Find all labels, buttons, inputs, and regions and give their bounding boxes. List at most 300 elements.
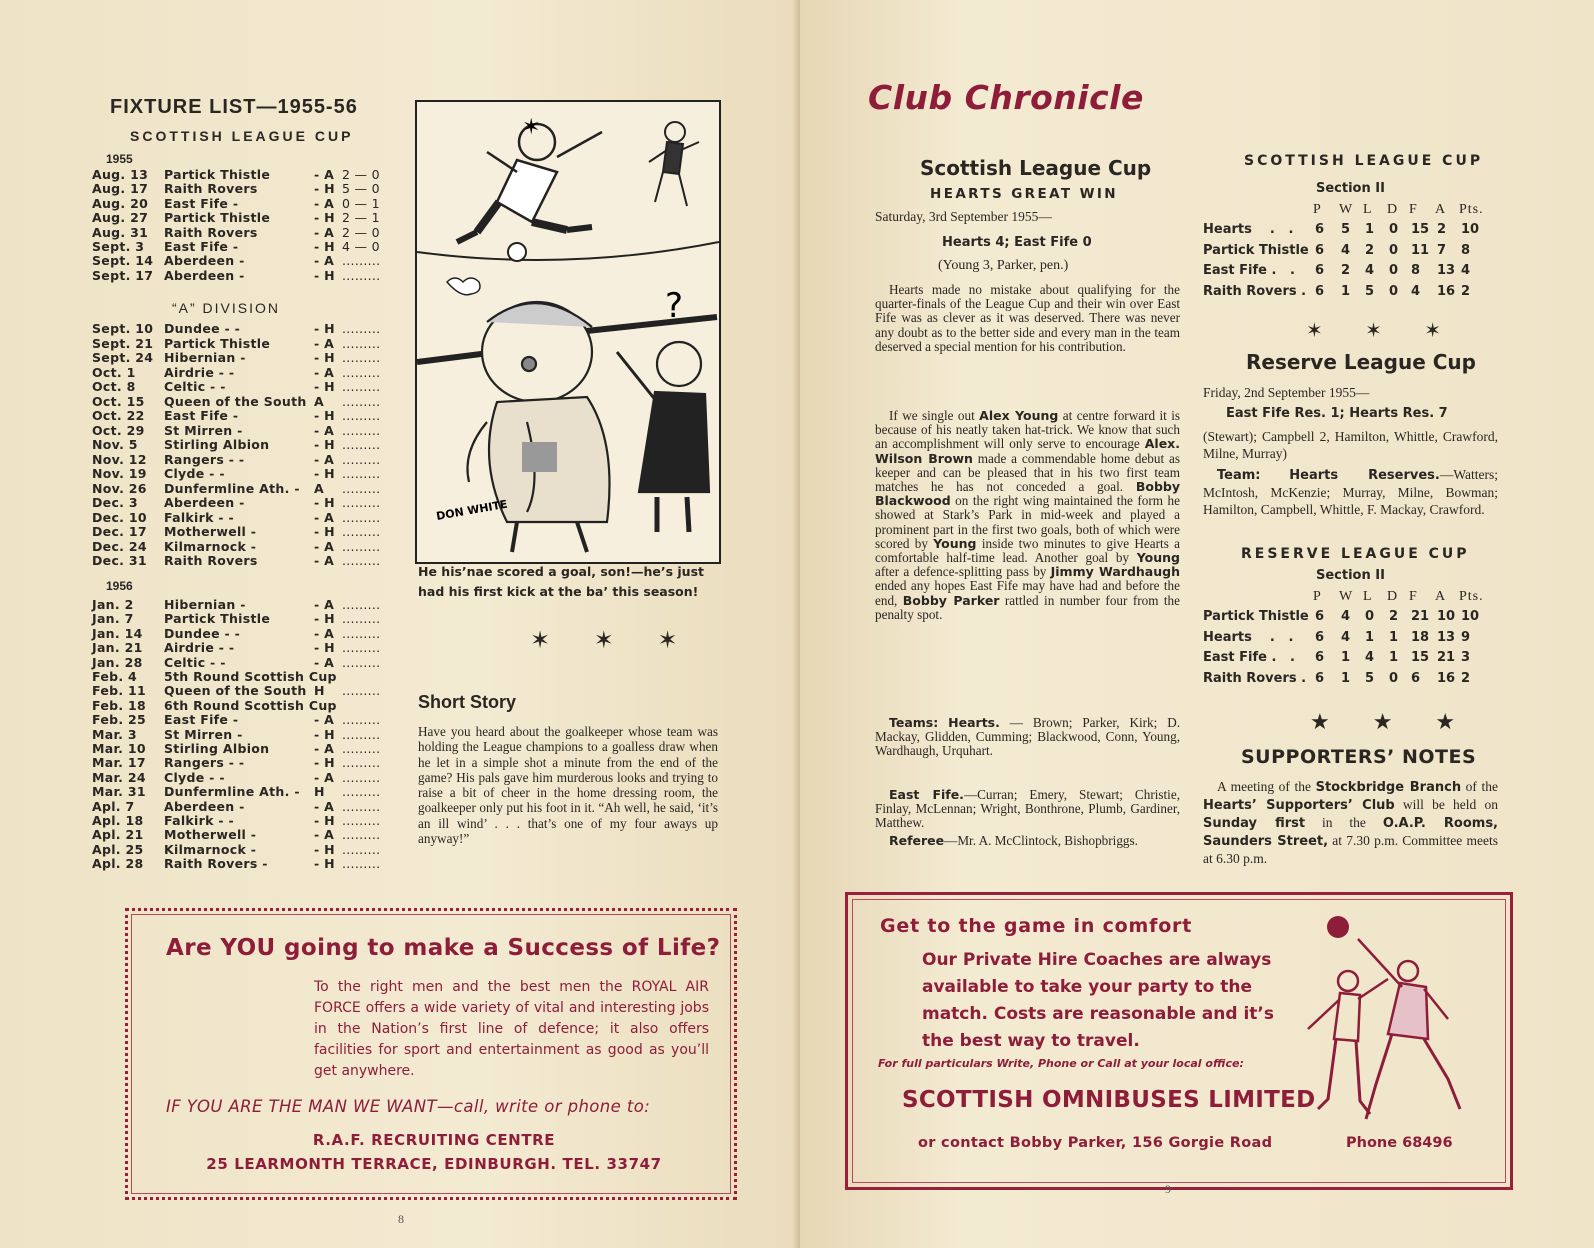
- fixture-date: Nov. 26: [92, 480, 147, 496]
- notes-text: A meeting of the: [1217, 779, 1316, 794]
- table-team-name: Hearts . .: [1203, 629, 1294, 645]
- notes-bold: Stockbridge Branch: [1315, 780, 1462, 795]
- fixture-row: [92, 269, 397, 283]
- fixture-opponent: Raith Rovers: [164, 553, 258, 568]
- fixture-result: .........: [342, 364, 381, 380]
- match-score: Hearts 4; East Fife 0: [942, 235, 1092, 250]
- fixture-row: [92, 254, 397, 268]
- table-column-header: P: [1313, 589, 1322, 604]
- fixture-result: .........: [342, 350, 381, 365]
- fixture-date: Aug. 17: [92, 181, 149, 197]
- fixture-opponent: East Fife -: [164, 195, 239, 211]
- fixture-row: [92, 496, 397, 510]
- fixture-row: [92, 211, 397, 225]
- table-row: [1203, 222, 1503, 242]
- fixture-result: .........: [342, 827, 381, 843]
- fixture-venue: - A: [314, 253, 335, 269]
- table-cell: 4: [1341, 609, 1351, 624]
- fixture-result: 4 — 0: [342, 239, 380, 254]
- player-name: Alex.: [1144, 436, 1180, 452]
- fixture-date: Feb. 11: [92, 683, 147, 699]
- cartoon-illustration: [415, 100, 721, 564]
- page-number-right: 9: [1165, 1182, 1171, 1196]
- table-cell: 11: [1411, 242, 1430, 258]
- fixture-row: [92, 612, 397, 626]
- fixture-opponent: Falkirk - -: [164, 509, 234, 525]
- fixture-row: [92, 540, 397, 554]
- match-report-para1: Hearts made no mistake about qualifying for the quarter-finals of the League Cup and their win over East Fife was as clever as it was deserved. There was never any doubt as to the better side and every man in the team deserved a special mention for his contribution.: [875, 282, 1180, 354]
- reserve-team-label: Team:: [1217, 468, 1261, 483]
- fixture-result: .........: [342, 712, 381, 728]
- fixture-date: Sept. 21: [92, 335, 154, 351]
- fixture-opponent: Aberdeen -: [164, 798, 245, 814]
- fixture-row: [92, 771, 397, 785]
- hearts-label: Hearts.: [948, 715, 1000, 730]
- fixture-opponent: Airdrie - -: [164, 364, 235, 380]
- table-row: [1203, 671, 1503, 691]
- table-cell: 6: [1315, 609, 1325, 624]
- fixture-row: [92, 168, 397, 182]
- svg-text:?: ?: [665, 286, 684, 326]
- table-cell: 1: [1389, 650, 1399, 665]
- reserve-lineup: —Watters; McIntosh, McKenzie; Murray, Milne, Bowman; Hamilton, Campbell, Whittle, F. Mackay, Crawford.: [1203, 467, 1499, 517]
- raf-headline: Are YOU going to make a Success of Life?: [166, 935, 721, 961]
- fixture-date: Mar. 17: [92, 755, 146, 771]
- fixture-row: [92, 785, 397, 799]
- table-cell: 13: [1437, 263, 1456, 278]
- table-team-name: Partick Thistle: [1203, 609, 1309, 624]
- fixture-venue: - A: [314, 422, 335, 438]
- table-cell: 21: [1411, 609, 1430, 624]
- fixture-opponent: Dunfermline Ath. -: [164, 480, 300, 496]
- fixture-date: Jan. 14: [92, 625, 143, 641]
- league-table-1-section: Section II: [1316, 181, 1385, 196]
- cartoon-signature: DON WHITE: [435, 497, 509, 523]
- table-cell: 8: [1411, 263, 1421, 278]
- page-number-left: 8: [398, 1212, 404, 1226]
- table-cell: 6: [1315, 242, 1325, 258]
- fixture-opponent: 5th Round Scottish Cup: [164, 669, 337, 684]
- section-stars: ✶ ✶ ✶: [530, 626, 696, 654]
- fixture-result: .........: [342, 553, 381, 568]
- table-cell: 2: [1365, 242, 1375, 258]
- fixture-row: [92, 713, 397, 727]
- fixture-opponent: Partick Thistle: [164, 210, 271, 226]
- league-table-2-section: Section II: [1316, 568, 1385, 583]
- player-name: Bobby Blackwood: [875, 479, 1180, 509]
- svg-text:✶: ✶: [522, 115, 541, 140]
- fixture-opponent: Partick Thistle: [164, 167, 271, 182]
- fixture-venue: - A: [314, 538, 335, 554]
- fixture-opponent: Aberdeen -: [164, 495, 245, 510]
- table-cell: 4: [1341, 629, 1351, 645]
- supporters-notes-text: [1203, 778, 1498, 867]
- fixture-row: [92, 742, 397, 756]
- fixture-venue: - H: [314, 181, 335, 197]
- table-cell: 6: [1411, 670, 1421, 686]
- table-row: [1203, 284, 1503, 304]
- fixture-venue: - H: [314, 239, 335, 254]
- reserve-scorers: (Stewart); Campbell 2, Hamilton, Whittle, Crawford, Milne, Murray): [1203, 429, 1498, 461]
- league-table-2-title: RESERVE LEAGUE CUP: [1241, 546, 1470, 562]
- fixture-venue: - H: [314, 379, 335, 394]
- table-row: [1203, 243, 1503, 263]
- short-story-title: Short Story: [418, 692, 517, 712]
- fixture-opponent: Dunfermline Ath. -: [164, 784, 300, 800]
- fixture-venue: - H: [314, 437, 335, 452]
- fixture-opponent: Kilmarnock -: [164, 841, 257, 857]
- reserve-team: [1203, 466, 1498, 518]
- table-column-header: Pts.: [1459, 202, 1484, 217]
- referee-label: Referee: [889, 833, 945, 848]
- raf-recruiting-centre: R.A.F. RECRUITING CENTRE: [312, 1131, 556, 1149]
- table-cell: 6: [1315, 222, 1325, 237]
- league-cup-heading: Scottish League Cup: [920, 156, 1152, 180]
- fixture-opponent: Kilmarnock -: [164, 538, 257, 554]
- fixture-result: .........: [342, 408, 381, 423]
- fixture-venue: - A: [314, 827, 335, 843]
- table-cell: 1: [1389, 629, 1399, 645]
- fixture-date: Oct. 8: [92, 379, 136, 394]
- fixture-date: Jan. 28: [92, 654, 143, 670]
- referee-name: —Mr. A. McClintock, Bishopbriggs.: [944, 833, 1138, 848]
- notes-text: in the: [1305, 815, 1383, 830]
- para2-text: ended any hopes East Fife may have had and before the end,: [875, 578, 1180, 608]
- club-chronicle-title: Club Chronicle: [868, 78, 1144, 117]
- fixture-date: Dec. 3: [92, 495, 138, 510]
- table-cell: 4: [1341, 242, 1351, 258]
- fixture-date: Mar. 10: [92, 741, 146, 756]
- fixture-date: Sept. 14: [92, 253, 154, 269]
- fixture-opponent: St Mirren -: [164, 726, 243, 742]
- notes-text: of the: [1461, 779, 1499, 794]
- fixture-date: Sept. 24: [92, 350, 154, 365]
- fixture-result: .........: [342, 422, 381, 438]
- bus-ad-body: Our Private Hire Coaches are always available to take your party to the match. Costs are reasonable and it’s the best way to travel.: [922, 950, 1275, 1051]
- fixture-result: .........: [342, 466, 381, 481]
- table-column-header: A: [1435, 589, 1447, 604]
- fixture-date: Aug. 27: [92, 210, 149, 226]
- fixture-venue: - A: [314, 741, 335, 756]
- fixture-row: [92, 322, 397, 336]
- fixture-date: Mar. 3: [92, 726, 137, 742]
- fixture-row: [92, 424, 397, 438]
- table-column-header: F: [1409, 589, 1418, 604]
- fixture-opponent: Queen of the South: [164, 393, 307, 409]
- table-cell: 6: [1315, 629, 1325, 645]
- fixture-opponent: Rangers - -: [164, 755, 245, 771]
- scottish-omnibuses-advertisement: [845, 892, 1513, 1190]
- fixture-row: [92, 467, 397, 481]
- fixture-row: [92, 641, 397, 655]
- fixture-venue: - H: [314, 350, 335, 365]
- fixture-venue: - H: [314, 524, 335, 539]
- fixture-result: .........: [342, 755, 381, 771]
- fixture-date: Jan. 2: [92, 597, 134, 612]
- fixture-opponent: Raith Rovers: [164, 224, 258, 240]
- fixture-row: [92, 756, 397, 770]
- fixture-date: Dec. 17: [92, 524, 147, 539]
- table-row: [1203, 650, 1503, 670]
- fixture-venue: - A: [314, 224, 335, 240]
- table-team-name: East Fife . .: [1203, 650, 1295, 665]
- fixture-result: .........: [342, 321, 381, 336]
- player-name: Wilson Brown: [875, 450, 973, 466]
- fixture-result: 0 — 1: [342, 195, 380, 211]
- fixture-row: [92, 699, 397, 713]
- fixture-venue: - A: [314, 335, 335, 351]
- fixture-opponent: Stirling Albion: [164, 741, 270, 756]
- hearts-great-win-heading: HEARTS GREAT WIN: [930, 186, 1119, 202]
- cartoon-drawing: [417, 102, 719, 562]
- section-stars: ★ ★ ★: [1310, 710, 1474, 735]
- fixture-row: [92, 554, 397, 568]
- table-cell: 2: [1461, 283, 1471, 299]
- bus-ad-contact: or contact Bobby Parker, 156 Gorgie Road: [918, 1135, 1273, 1151]
- table-cell: 1: [1341, 283, 1351, 299]
- fixture-row: [92, 438, 397, 452]
- fixture-result: .........: [342, 451, 381, 467]
- fixture-opponent: Partick Thistle: [164, 335, 271, 351]
- fixture-result: .........: [342, 769, 381, 785]
- table-row: [1203, 630, 1503, 650]
- fixture-result: .........: [342, 784, 381, 800]
- match-report-para2: [875, 409, 1180, 622]
- fixture-date: Nov. 5: [92, 437, 138, 452]
- table-cell: 6: [1315, 670, 1325, 686]
- fixture-result: 5 — 0: [342, 181, 380, 197]
- teams-label: Teams:: [889, 715, 939, 730]
- para2-text: rattled in number four from the penalty spot.: [875, 592, 1181, 622]
- fixture-opponent: Hibernian -: [164, 350, 246, 365]
- player-name: Bobby Parker: [902, 592, 1000, 608]
- fixture-row: [92, 453, 397, 467]
- table-cell: 2: [1437, 222, 1447, 237]
- table-cell: 4: [1365, 263, 1375, 278]
- reserve-match-score: East Fife Res. 1; Hearts Res. 7: [1226, 406, 1448, 421]
- league-cup-label: SCOTTISH LEAGUE CUP: [130, 128, 354, 144]
- fixture-venue: - H: [314, 841, 335, 857]
- east-fife-label: East Fife.: [889, 787, 964, 802]
- fixture-opponent: Rangers - -: [164, 451, 245, 467]
- referee-line: [875, 834, 1180, 848]
- table-column-header: P: [1313, 202, 1322, 217]
- para2-text: If we single out: [889, 408, 980, 423]
- fixture-opponent: Celtic - -: [164, 654, 226, 670]
- table-cell: 4: [1365, 650, 1375, 665]
- fixture-list-title: FIXTURE LIST—1955-56: [110, 96, 358, 118]
- year-1956-label: 1956: [106, 579, 133, 593]
- fixture-date: Apl. 28: [92, 856, 144, 872]
- fixture-result: 2 — 0: [342, 167, 380, 182]
- fixture-date: Sept. 17: [92, 267, 154, 283]
- table-column-header: D: [1387, 202, 1399, 217]
- match-scorers: (Young 3, Parker, pen.): [938, 258, 1069, 273]
- fixture-result: 2 — 1: [342, 210, 380, 226]
- fixture-date: Nov. 19: [92, 466, 147, 481]
- team-lineups-hearts: [875, 716, 1180, 759]
- fixture-venue: - A: [314, 597, 335, 612]
- fixture-row: [92, 511, 397, 525]
- fixture-date: Apl. 18: [92, 813, 144, 828]
- table-cell: 21: [1437, 650, 1456, 665]
- table-cell: 15: [1411, 222, 1430, 237]
- fixture-row: [92, 380, 397, 394]
- fixture-result: .........: [342, 640, 381, 656]
- fixture-venue: - H: [314, 466, 335, 481]
- table-cell: 16: [1437, 670, 1456, 686]
- fixture-venue: A: [314, 480, 324, 496]
- table-row: [1203, 263, 1503, 283]
- fixture-row: [92, 814, 397, 828]
- fixture-opponent: Clyde - -: [164, 466, 225, 481]
- player-name: Young: [933, 535, 977, 551]
- fixture-result: .........: [342, 335, 381, 351]
- fixture-date: Oct. 22: [92, 408, 145, 423]
- fixture-opponent: Partick Thistle: [164, 611, 271, 627]
- fixture-venue: - A: [314, 712, 335, 728]
- fixture-date: Apl. 7: [92, 798, 135, 814]
- fixture-date: Aug. 31: [92, 224, 149, 240]
- fixture-venue: H: [314, 784, 325, 800]
- table-column-header: Pts.: [1459, 589, 1484, 604]
- fixture-date: Apl. 25: [92, 841, 144, 857]
- fixture-venue: - A: [314, 654, 335, 670]
- fixture-venue: - A: [314, 798, 335, 814]
- fixture-result: .........: [342, 437, 381, 452]
- table-cell: 13: [1437, 629, 1456, 645]
- table-column-header: D: [1387, 589, 1399, 604]
- supporters-notes-heading: SUPPORTERS’ NOTES: [1241, 746, 1477, 768]
- notes-bold: O.A.P. Rooms, Saunders Street,: [1203, 816, 1498, 849]
- fixture-venue: - H: [314, 856, 335, 872]
- table-cell: 2: [1341, 263, 1351, 278]
- fixture-opponent: Queen of the South: [164, 683, 307, 699]
- table-cell: 10: [1461, 222, 1480, 237]
- fixture-row: [92, 197, 397, 211]
- fixture-result: .........: [342, 726, 381, 742]
- a-division-label: “A” DIVISION: [172, 300, 281, 316]
- bus-ad-particulars: For full particulars Write, Phone or Call at your local office:: [878, 1057, 1244, 1070]
- fixture-venue: A: [314, 393, 324, 409]
- fixture-venue: - A: [314, 451, 335, 467]
- table-cell: 1: [1365, 222, 1375, 237]
- fixture-opponent: Motherwell -: [164, 827, 257, 843]
- fixture-opponent: East Fife -: [164, 239, 239, 254]
- table-team-name: Hearts . .: [1203, 222, 1294, 237]
- fixture-date: Apl. 21: [92, 827, 144, 843]
- fixture-result: .........: [342, 597, 381, 612]
- table-cell: 0: [1389, 242, 1399, 258]
- notes-bold: Sunday first: [1203, 816, 1306, 831]
- table-column-header: A: [1435, 202, 1447, 217]
- table-cell: 6: [1315, 263, 1325, 278]
- hearts-lineup: — Brown; Parker, Kirk; D. Mackay, Glidden, Cumming; Blackwood, Conn, Young, Wardhaugh, Urquhart.: [875, 715, 1181, 759]
- fixture-venue: - A: [314, 509, 335, 525]
- table-cell: 0: [1389, 222, 1399, 237]
- fixture-venue: - H: [314, 210, 335, 226]
- fixture-date: Dec. 24: [92, 538, 147, 554]
- fixture-venue: - A: [314, 553, 335, 568]
- fixture-opponent: Aberdeen -: [164, 253, 245, 269]
- fixture-row: [92, 240, 397, 254]
- fixture-result: .........: [342, 524, 381, 539]
- fixture-row: [92, 857, 397, 871]
- fixture-row: [92, 684, 397, 698]
- table-cell: 6: [1315, 650, 1325, 665]
- fixture-venue: - H: [314, 755, 335, 771]
- notes-text: will be held on: [1394, 797, 1498, 812]
- fixture-venue: - A: [314, 364, 335, 380]
- fixture-opponent: Clyde - -: [164, 769, 225, 785]
- table-cell: 2: [1461, 670, 1471, 686]
- fixture-row: [92, 395, 397, 409]
- table-column-header: W: [1339, 589, 1354, 604]
- reserve-match-date: Friday, 2nd September 1955—: [1203, 385, 1370, 400]
- fixture-date: Jan. 21: [92, 640, 143, 656]
- bus-ad-phone: Phone 68496: [1346, 1135, 1453, 1151]
- fixture-date: Oct. 29: [92, 422, 145, 438]
- fixture-opponent: 6th Round Scottish Cup: [164, 697, 337, 713]
- raf-body-text: To the right men and the best men the ROYAL AIR FORCE offers a wide variety of vital and interesting jobs in the Nation’s first line of defence; it also offers facilities for sport and entertainment as good as you’ll get anywhere.: [314, 979, 709, 1079]
- fixture-row: [92, 800, 397, 814]
- fixture-result: .........: [342, 741, 381, 756]
- fixture-date: Sept. 3: [92, 239, 145, 254]
- fixture-row: [92, 409, 397, 423]
- table-team-name: East Fife . .: [1203, 263, 1295, 278]
- para2-text: at centre forward it is because of his neatly taken hat-trick. We know that such an accomplishment will only serve to encourage: [875, 408, 1180, 452]
- fixture-opponent: Hibernian -: [164, 597, 246, 612]
- notes-text: at 7.30 p.m. Committee meets at 6.30 p.m.: [1203, 833, 1498, 866]
- fixture-result: .........: [342, 654, 381, 670]
- fixture-result: .........: [342, 267, 381, 283]
- table-cell: 0: [1389, 283, 1399, 299]
- table-cell: 6: [1315, 283, 1325, 299]
- fixture-row: [92, 598, 397, 612]
- table-column-header: F: [1409, 202, 1418, 217]
- para2-text: on the right wing maintained the form he showed at Stark’s Park in mid-week and played a prominent part in the first two goals, both of which were scored by: [875, 493, 1180, 551]
- fixture-result: .........: [342, 683, 381, 699]
- fixture-result: .........: [342, 253, 381, 269]
- fixture-row: [92, 525, 397, 539]
- fixture-date: Dec. 31: [92, 553, 147, 568]
- fixture-opponent: Dundee - -: [164, 321, 241, 336]
- fixture-date: Feb. 18: [92, 697, 147, 713]
- fixture-venue: - A: [314, 625, 335, 641]
- table-cell: 18: [1411, 629, 1430, 645]
- reserve-league-cup-heading: Reserve League Cup: [1246, 350, 1476, 374]
- fixture-date: Jan. 7: [92, 611, 134, 627]
- fixture-date: Aug. 13: [92, 167, 149, 182]
- table-cell: 4: [1411, 283, 1421, 299]
- table-cell: 5: [1365, 283, 1375, 299]
- raf-advertisement: [125, 908, 737, 1200]
- fixture-row: [92, 226, 397, 240]
- league-table-1-title: SCOTTISH LEAGUE CUP: [1244, 153, 1484, 169]
- notes-bold: Hearts’ Supporters’ Club: [1203, 798, 1395, 813]
- fixture-venue: H: [314, 683, 325, 699]
- fixture-venue: - H: [314, 495, 335, 510]
- fixture-result: .........: [342, 509, 381, 525]
- fixture-opponent: Falkirk - -: [164, 813, 234, 828]
- section-stars: ✶ ✶ ✶: [1306, 318, 1459, 342]
- fixture-opponent: Aberdeen -: [164, 267, 245, 283]
- fixture-result: .........: [342, 625, 381, 641]
- fixture-row: [92, 670, 397, 684]
- table-cell: 2: [1389, 609, 1399, 624]
- table-cell: 15: [1411, 650, 1430, 665]
- fixture-opponent: Raith Rovers -: [164, 856, 268, 872]
